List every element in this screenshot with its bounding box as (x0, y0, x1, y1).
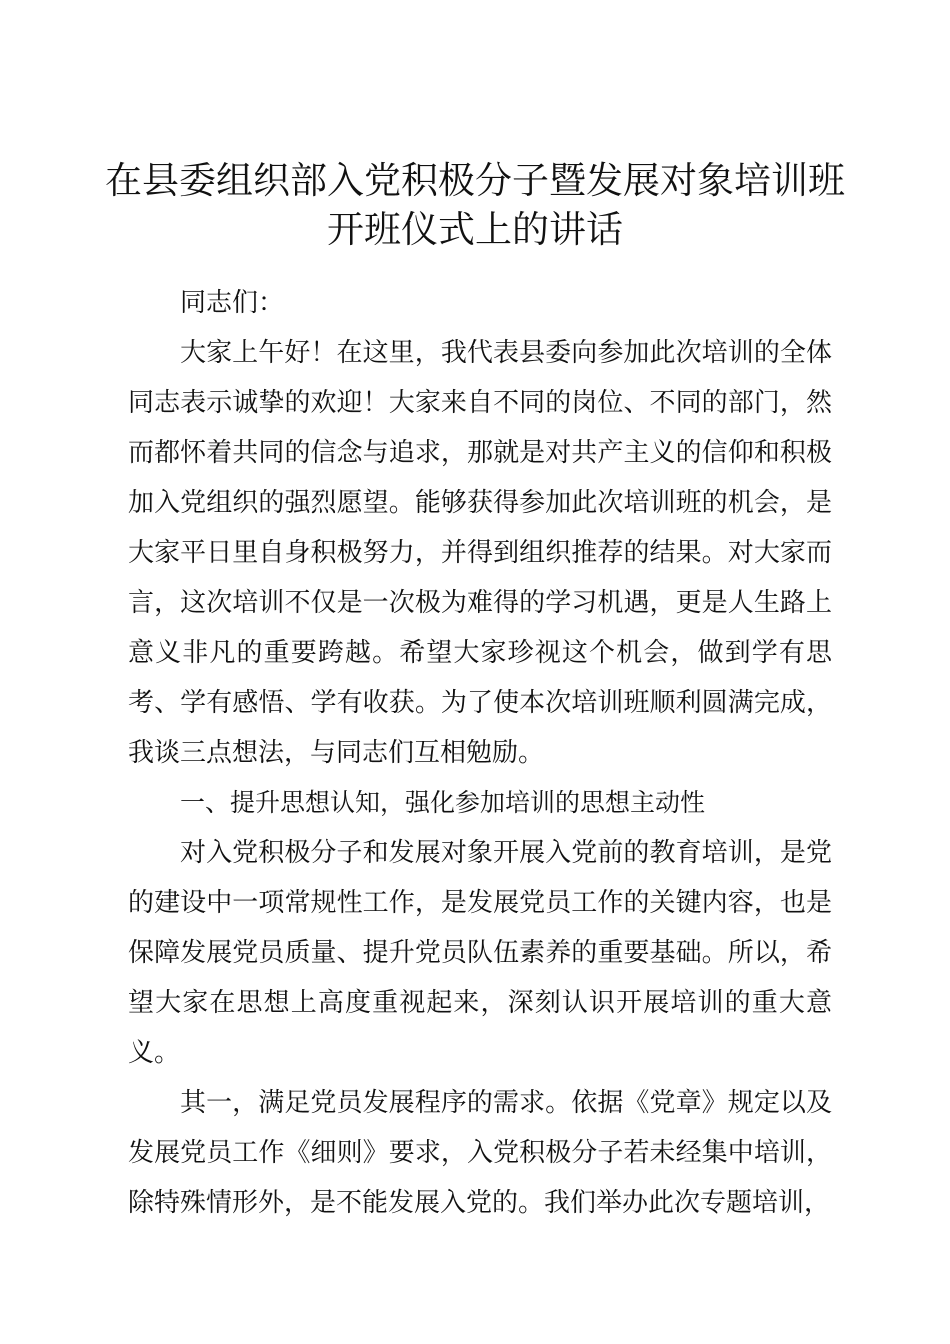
document-title-line-2: 开班仪式上的讲话 (327, 208, 623, 251)
paragraph-greeting: 大家上午好！在这里，我代表县委向参加此次培训的全体同志表示诚挚的欢迎！大家来自不同的岗位、不同的部门，然而都怀着共同的信念与追求，那就是对共产主义的信仰和积极加入党组织的强烈愿望。能够获得参加此次培训班的机会，是大家平日里自身积极努力，并得到组织推荐的结果。对大家而言，这次培训不仅是一次极为难得的学习机遇，更是人生路上意义非凡的重要跨越。希望大家珍视这个机会，做到学有思考、学有感悟、学有收获。为了使本次培训班顺利圆满完成，我谈三点想法，与同志们互相勉励。 (128, 338, 832, 768)
paragraph-first-point: 其一，满足党员发展程序的需求。依据《党章》规定以及发展党员工作《细则》要求，入党积极分子若未经集中培训，除特殊情形外，是不能发展入党的。我们举办此次专题培训， (128, 1088, 832, 1218)
document-body (128, 278, 832, 1228)
salutation: 同志们： (180, 288, 285, 318)
section-heading-1: 一、提升思想认知，强化参加培训的思想主动性 (180, 788, 706, 817)
paragraph-training-significance: 对入党积极分子和发展对象开展入党前的教育培训，是党的建设中一项常规性工作，是发展党员工作的关键内容，也是保障发展党员质量、提升党员队伍素养的重要基础。所以，希望大家在思想上高度重视起来，深刻认识开展培训的重大意义。 (128, 838, 832, 1068)
document-title-line-1: 在县委组织部入党积极分子暨发展对象培训班 (105, 159, 845, 202)
